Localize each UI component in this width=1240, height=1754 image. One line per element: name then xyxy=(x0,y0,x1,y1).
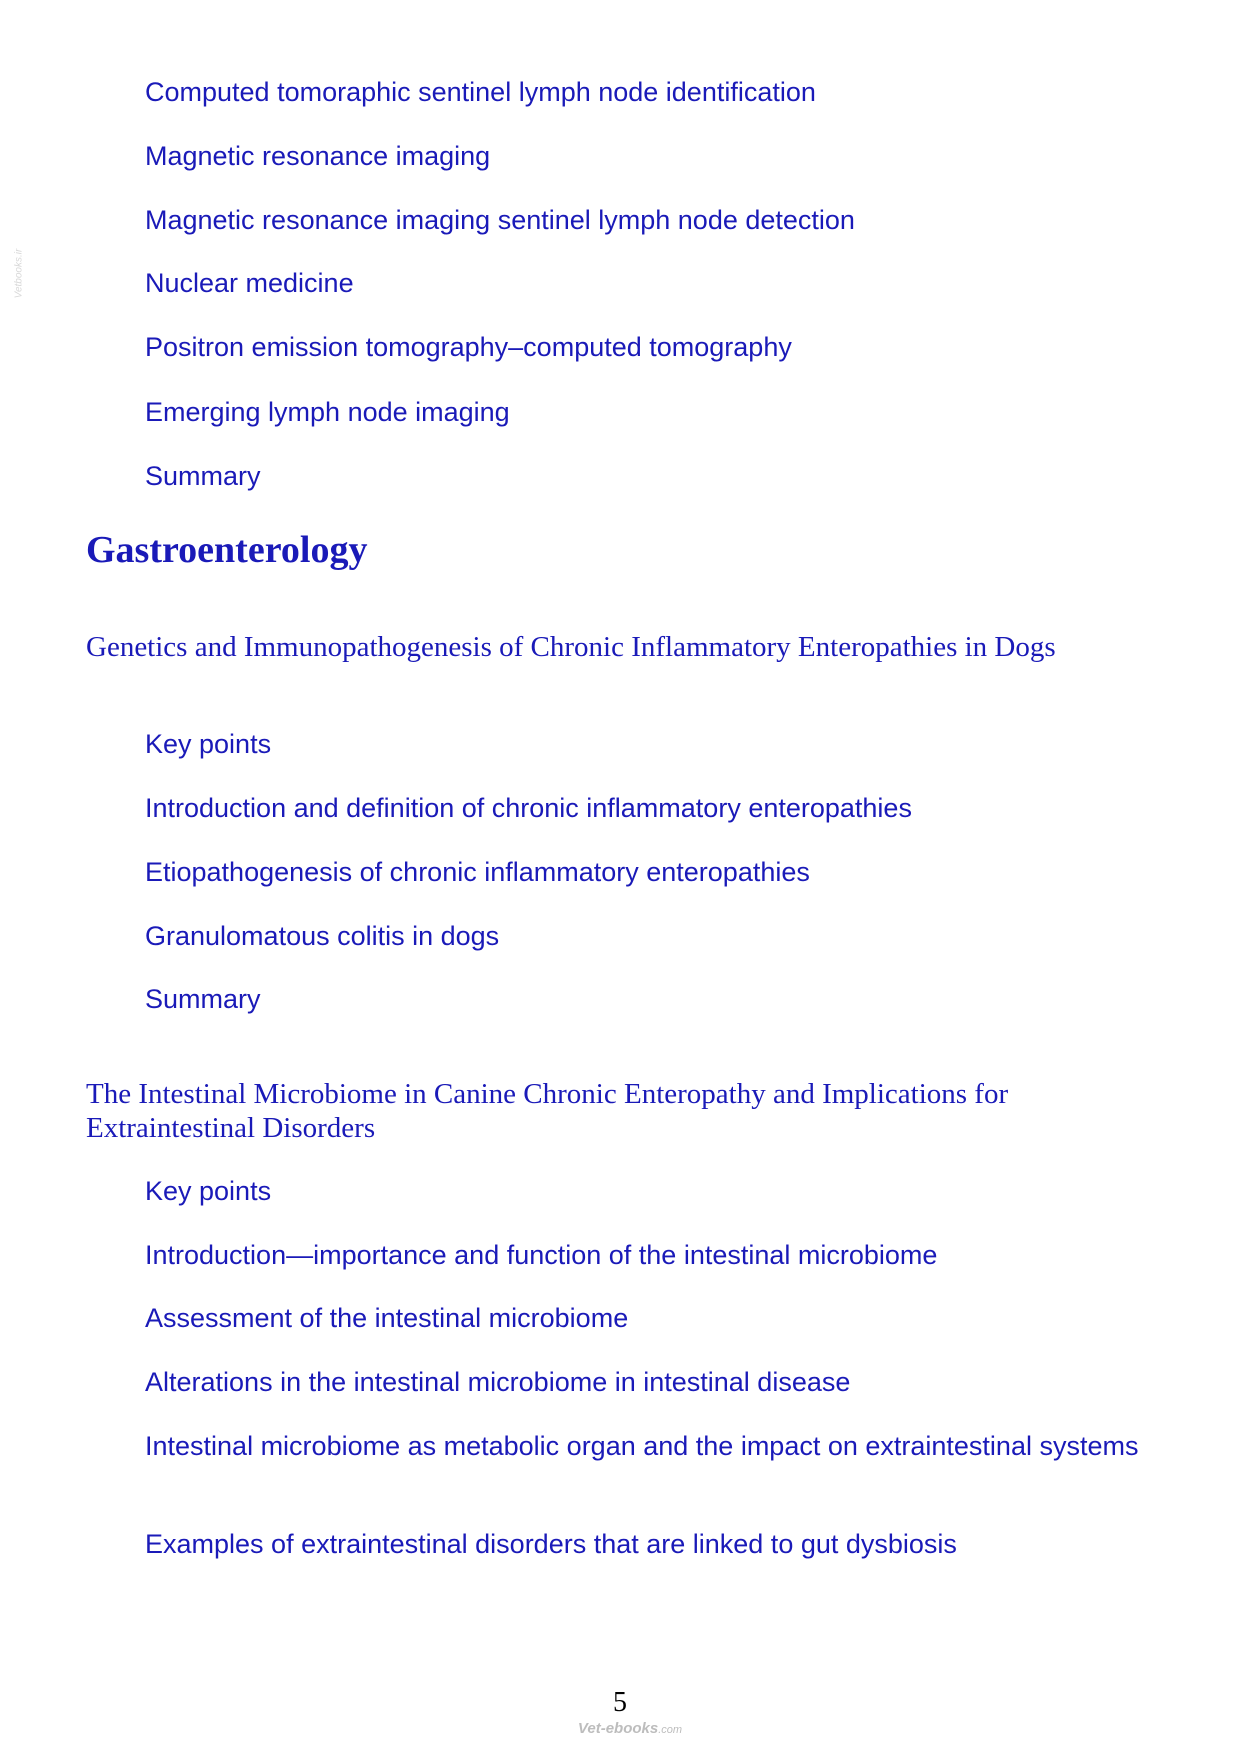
toc-entry-key-points[interactable]: Key points xyxy=(145,729,272,759)
section-heading-gastroenterology[interactable]: Gastroenterology xyxy=(86,529,368,571)
toc-entry-assessment-microbiome[interactable]: Assessment of the intestinal microbiome xyxy=(145,1303,629,1333)
toc-entry-introduction-definition[interactable]: Introduction and definition of chronic inflammatory enteropathies xyxy=(145,793,912,823)
toc-entry-ct-sentinel-lymph-node[interactable]: Computed tomoraphic sentinel lymph node identification xyxy=(145,77,816,107)
toc-entry-summary[interactable]: Summary xyxy=(145,984,261,1014)
side-watermark: Vetbooks.ir xyxy=(13,248,25,299)
toc-entry-key-points[interactable]: Key points xyxy=(145,1176,272,1206)
toc-entry-etiopathogenesis[interactable]: Etiopathogenesis of chronic inflammatory enteropathies xyxy=(145,857,810,887)
chapter-title-intestinal-microbiome[interactable]: The Intestinal Microbiome in Canine Chronic Enteropathy and Implications for Extraintestinal Disorders xyxy=(86,1078,1009,1144)
chapter-title-genetics-immunopathogenesis[interactable]: Genetics and Immunopathogenesis of Chronic Inflammatory Enteropathies in Dogs xyxy=(86,631,1056,663)
toc-entry-mri[interactable]: Magnetic resonance imaging xyxy=(145,141,491,171)
toc-entry-emerging-lymph-node-imaging[interactable]: Emerging lymph node imaging xyxy=(145,397,510,427)
bottom-watermark-logo xyxy=(570,1720,690,1737)
toc-entry-metabolic-organ[interactable]: Intestinal microbiome as metabolic organ and the impact on extraintestinal systems xyxy=(145,1431,1139,1461)
toc-entry-summary[interactable]: Summary xyxy=(145,461,261,491)
toc-entry-mri-sentinel-lymph-node[interactable]: Magnetic resonance imaging sentinel lymph node detection xyxy=(145,205,855,235)
toc-entry-pet-ct[interactable]: Positron emission tomography–computed tomography xyxy=(145,332,792,362)
toc-entry-nuclear-medicine[interactable]: Nuclear medicine xyxy=(145,268,354,298)
toc-entry-introduction-microbiome[interactable]: Introduction—importance and function of the intestinal microbiome xyxy=(145,1240,938,1270)
watermark-suffix-text: .com xyxy=(658,1724,683,1736)
toc-entry-granulomatous-colitis[interactable]: Granulomatous colitis in dogs xyxy=(145,921,500,951)
page-number: 5 xyxy=(613,1687,627,1718)
watermark-main-text: Vet-ebooks xyxy=(577,1720,659,1737)
toc-entry-extraintestinal-disorders[interactable]: Examples of extraintestinal disorders that are linked to gut dysbiosis xyxy=(145,1529,957,1559)
toc-entry-alterations-microbiome[interactable]: Alterations in the intestinal microbiome in intestinal disease xyxy=(145,1367,851,1397)
